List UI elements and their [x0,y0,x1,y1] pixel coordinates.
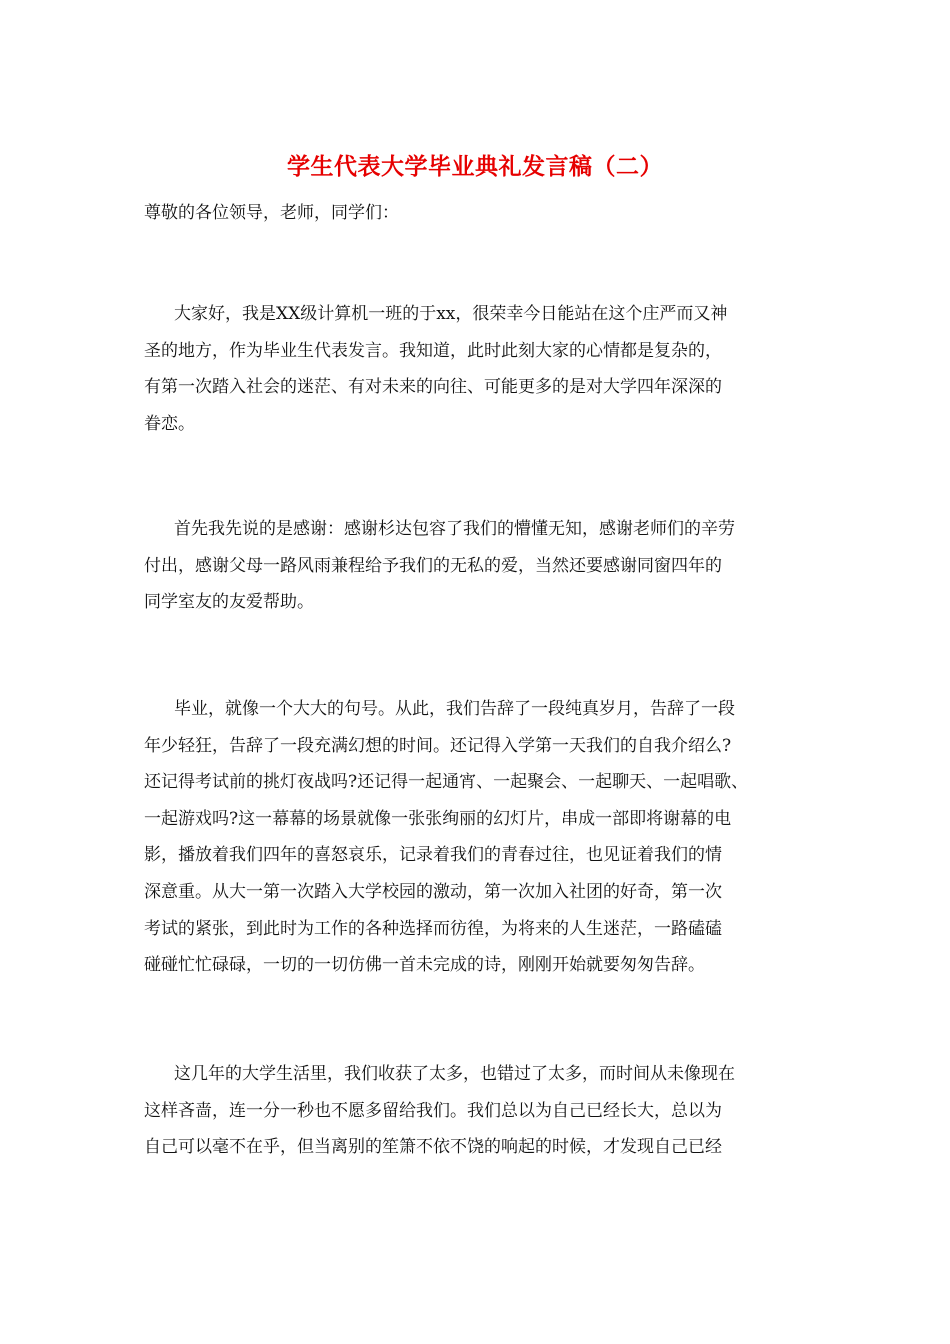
paragraph-line: 眷恋。 [144,413,195,434]
page-title: 学生代表大学毕业典礼发言稿（二） [287,153,663,180]
paragraph-line: 付出，感谢父母一路风雨兼程给予我们的无私的爱，当然还要感谢同窗四年的 [144,555,722,576]
paragraph-line: 一起游戏吗?这一幕幕的场景就像一张张绚丽的幻灯片，串成一部即将谢幕的电 [144,808,732,829]
paragraph-line: 有第一次踏入社会的迷茫、有对未来的向往、可能更多的是对大学四年深深的 [144,377,722,398]
paragraph-line: 深意重。从大一第一次踏入大学校园的激动，第一次加入社团的好奇，第一次 [144,881,722,902]
paragraph-line: 大家好，我是XX级计算机一班的于xx，很荣幸今日能站在这个庄严而又神 [174,304,728,324]
paragraph [144,1056,809,1166]
paragraph-line: 考试的紧张，到此时为工作的各种选择而彷徨，为将来的人生迷茫，一路磕磕 [144,918,722,939]
paragraph-line: 影，播放着我们四年的喜怒哀乐，记录着我们的青春过往，也见证着我们的情 [144,845,722,866]
salutation: 尊敬的各位领导，老师，同学们： [144,203,399,223]
paragraph-line: 还记得考试前的挑灯夜战吗?还记得一起通宵、一起聚会、一起聊天、一起唱歌、 [144,772,749,793]
paragraph-line: 自己可以毫不在乎，但当离别的笙箫不依不饶的响起的时候，才发现自己已经 [144,1137,722,1158]
paragraph [144,691,809,984]
paragraph-line: 毕业，就像一个大大的句号。从此，我们告辞了一段纯真岁月，告辞了一段 [174,699,735,719]
paragraph [144,511,809,621]
paragraph-line: 圣的地方，作为毕业生代表发言。我知道，此时此刻大家的心情都是复杂的， [144,340,722,361]
paragraph-line: 同学室友的友爱帮助。 [144,592,314,613]
paragraph-line: 首先我先说的是感谢：感谢杉达包容了我们的懵懂无知，感谢老师们的辛劳 [174,519,735,539]
paragraph-line: 年少轻狂，告辞了一段充满幻想的时间。还记得入学第一天我们的自我介绍么? [144,735,732,756]
paragraph-line: 这几年的大学生活里，我们收获了太多，也错过了太多，而时间从未像现在 [174,1064,735,1084]
paragraph-line: 这样吝啬，连一分一秒也不愿多留给我们。我们总以为自己已经长大，总以为 [144,1100,722,1121]
paragraph [144,296,809,442]
paragraph-line: 碰碰忙忙碌碌，一切的一切仿佛一首未完成的诗，刚刚开始就要匆匆告辞。 [144,955,705,976]
